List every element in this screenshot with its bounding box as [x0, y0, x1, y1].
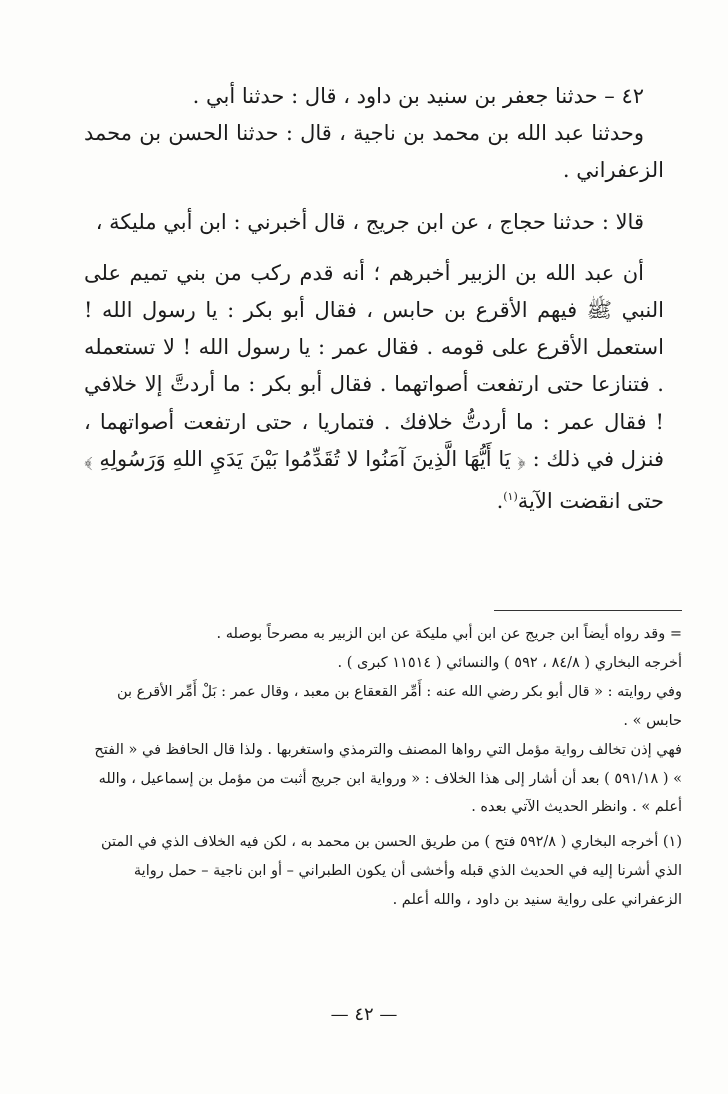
page-number: — ٤٢ —: [330, 1004, 398, 1025]
book-page: [84, 78, 682, 1038]
footnote-divider: [494, 610, 682, 611]
isnad-paragraph-3: قالا : حدثنا حجاج ، عن ابن جريج ، قال أخبرني : ابن أبي مليكة ،: [95, 209, 644, 234]
main-text: [84, 78, 664, 520]
footnote-continuation: = وقد رواه أيضاً ابن جريج عن ابن أبي مليكة عن ابن الزبير به مصرحاً بوصله .: [216, 626, 682, 642]
footnotes: [84, 620, 682, 915]
matn-text: أن عبد الله بن الزبير أخبرهم ؛ أنه قدم ركب من بني تميم على النبي ﷺ فيهم الأقرع بن حابس ، فقال أبو بكر : يا رسول الله ! استعمل الأقرع على قومه . فقال عمر : يا رسول الله ! لا تستعمله . فتنازعا حتى ارتفعت أصواتهما . فقال أبو بكر : ما أردتَّ إلا خلافي ! فقال عمر : ما أردتُّ خلافك . فتماريا ، حتى ارتفعت أصواتهما ، فنزل في ذلك : ﴿ يَا أَيُّهَا الَّذِينَ آمَنُوا لا تُقَدِّمُوا بَيْنَ يَدَيِ اللهِ وَرَسُولِهِ ﴾ حتى انقضت الآية: [84, 260, 664, 514]
hadith-number-line: ٤٢ – حدثنا جعفر بن سنيد بن داود ، قال : حدثنا أبي .: [192, 84, 644, 108]
matn-end: .: [496, 489, 504, 514]
footnote-line-2: أخرجه البخاري ( ٨٤/٨ ، ٥٩٢ ) والنسائي ( ١١٥١٤ كبرى ) .: [337, 654, 682, 671]
footnote-line-3: وفي روايته : « قال أبو بكر رضي الله عنه : أَمِّر القعقاع بن معبد ، وقال عمر : بَلْ أَمِّر الأقرع بن حابس » .: [116, 683, 682, 729]
matn-paragraph: [84, 255, 664, 520]
isnad-paragraph-2: وحدثنا عبد الله بن محمد بن ناجية ، قال : حدثنا الحسن بن محمد الزعفراني .: [84, 121, 664, 183]
footnote-ref: (١): [503, 490, 518, 504]
footnote-line-4: فهي إذن تخالف رواية مؤمل التي رواها المصنف والترمذي واستغربها . ولذا قال الحافظ في « الفتح » ( ٥٩١/١٨ ) بعد أن أشار إلى هذا الخلاف : « ورواية ابن جريج أثبت من مؤمل بن إسماعيل ، والله أعلم » . وانظر الحديث الآتي بعده .: [94, 741, 682, 816]
footnote-1: (١) أخرجه البخاري ( ٥٩٢/٨ فتح ) من طريق الحسن بن محمد به ، لكن فيه الخلاف الذي في المتن الذي أشرنا إليه في الحديث الذي قبله وأخشى أن يكون الطبراني – أو ابن ناجية – حمل رواية الزعفراني على رواية سنيد بن داود ، والله أعلم .: [100, 834, 682, 909]
